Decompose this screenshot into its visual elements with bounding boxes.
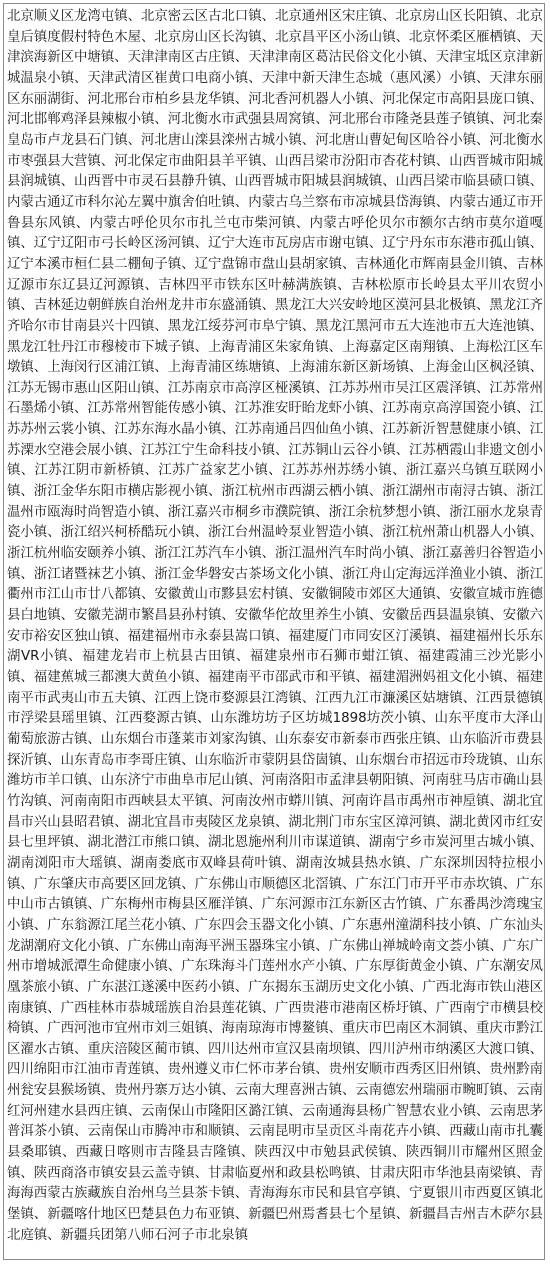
town-list-paragraph: 北京顺义区龙湾屯镇、北京密云区古北口镇、北京通州区宋庄镇、北京房山区长阳镇、北京皇后镇度假村特色木屋、北京房山区长沟镇、北京昌平区小汤山镇、北京怀柔区雁栖镇、天津滨海新区中塘镇、天津津南区古庄镇、天津津南区葛沽民俗文化小镇、天津宝坻区京津新城温泉小镇、天津武清区崔黄口电商小镇、天津中新天津生态城（惠风溪）小镇、天津东丽区东丽湖街、河北邢台市柏乡县龙华镇、河北香河机器人小镇、河北保定市高阳县庞口镇、河北邯郸鸡泽县辣椒小镇、河北衡水市武强县周窝镇、河北邢台市隆尧县莲子镇镇、河北秦皇岛市卢龙县石门镇、河北唐山滦县滦州古城小镇、河北唐山曹妃甸区哈谷小镇、河北衡水市枣强县大营镇、河北保定市曲阳县羊平镇、山西吕梁市汾阳市杏花村镇、山西晋城市阳城县润城镇、山西晋中市灵石县静升镇、山西晋城市阳城县润城镇、山西吕梁市临县碛口镇、内蒙古通辽市科尔沁左翼中旗舍伯吐镇、内蒙古乌兰察布市凉城县岱海镇、内蒙古通辽市开鲁县东风镇、内蒙古呼伦贝尔市扎兰屯市柴河镇、内蒙古呼伦贝尔市额尔古纳市莫尔道嘎镇、辽宁辽阳市弓长岭区汤河镇、辽宁大连市瓦房店市谢屯镇、辽宁丹东市东港市孤山镇、辽宁本溪市桓仁县二棚甸子镇、辽宁盘锦市盘山县胡家镇、吉林通化市辉南县金川镇、吉林辽源市东辽县辽河源镇、吉林四平市铁东区叶赫满族镇、吉林松原市长岭县太平川农贸小镇、吉林延边朝鲜族自治州龙井市东盛涌镇、黑龙江大兴安岭地区漠河县北极镇、黑龙江齐齐哈尔市甘南县兴十四镇、黑龙江绥芬河市阜宁镇、黑龙江黑河市五大连池市五大连池镇、黑龙江牡丹江市穆棱市下城子镇、上海青浦区朱家角镇、上海嘉定区南翔镇、上海松江区车墩镇、上海闵行区浦江镇、上海青浦区练塘镇、上海浦东新区新场镇、上海金山区枫泾镇、江苏无锡市惠山区阳山镇、江苏南京市高淳区桠溪镇、江苏苏州市吴江区震泽镇、江苏常州石墨烯小镇、江苏常州智能传感小镇、江苏淮安盱眙龙虾小镇、江苏南京高淳国瓷小镇、江苏苏州云裳小镇、江苏东海水晶小镇、江苏南通吕四仙鱼小镇、江苏新沂智慧健康小镇、江苏溧水空港会展小镇、江苏江宁生命科技小镇、江苏铜山云谷小镇、江苏栖霞山非遗文创小镇、江苏江阴市新桥镇、江苏广益家艺小镇、江苏苏州苏绣小镇、浙江嘉兴乌镇互联网小镇、浙江金华东阳市横店影视小镇、浙江杭州市西湖云栖小镇、浙江湖州市南浔古镇、浙江温州市瓯海时尚智造小镇、浙江嘉兴市桐乡市濮院镇、浙江余杭梦想小镇、浙江丽水龙泉青瓷小镇、浙江绍兴柯桥酷玩小镇、浙江台州温岭泵业智造小镇、浙江杭州萧山机器人小镇、浙江杭州临安颐养小镇、浙江江苏汽车小镇、浙江温州汽车时尚小镇、浙江嘉善归谷智造小镇、浙江诸暨袜艺小镇、浙江金华磐安古茶场文化小镇、浙江舟山定海远洋渔业小镇、浙江衢州市江山市廿八都镇、安徽黄山市黟县宏村镇、安徽铜陵市郊区大通镇、安徽宣城市旌德县白地镇、安徽芜湖市繁昌县孙村镇、安徽华佗故里养生小镇、安徽岳西县温泉镇、安徽六安市裕安区独山镇、福建福州市永泰县嵩口镇、福建厦门市同安区汀溪镇、福建福州长乐东湖VR小镇、福建龙岩市上杭县古田镇、福建泉州市石狮市蚶江镇、福建霞浦三沙光影小镇、福建蕉城三都澳大黄鱼小镇、福建南平市邵武市和平镇、福建湄洲妈祖文化小镇、福建南平市武夷山市五夫镇、江西上饶市婺源县江湾镇、江西九江市濂溪区姑塘镇、江西景德镇市浮梁县瑶里镇、江西婺源古镇、山东潍坊坊子区坊城1898坊茨小镇、山东平度市大泽山葡萄旅游古镇、山东烟台市蓬莱市刘家沟镇、山东泰安市新泰市西张庄镇、山东临沂市费县探沂镇、山东青岛市李哥庄镇、山东临沂市蒙阴县岱崮镇、山东烟台市招远市玲珑镇、山东潍坊市羊口镇、山东济宁市曲阜市尼山镇、河南洛阳市孟津县朝阳镇、河南驻马店市确山县竹沟镇、河南南阳市西峡县太平镇、河南汝州市蟒川镇、河南许昌市禹州市神垕镇、湖北宜昌市兴山县昭君镇、湖北宜昌市夷陵区龙泉镇、湖北荆门市东宝区漳河镇、湖北黄冈市红安县七里坪镇、湖北潜江市熊口镇、湖北恩施州利川市谋道镇、湖南宁乡市炭河里古城小镇、湖南浏阳市大瑶镇、湖南娄底市双峰县荷叶镇、湖南汝城县热水镇、广东深圳因特拉根小镇、广东肇庆市高要区回龙镇、广东佛山市顺德区北滘镇、广东江门市开平市赤坎镇、广东中山市古镇镇、广东梅州市梅县区雁洋镇、广东河源市江东新区古竹镇、广东番禺沙湾瑰宝小镇、广东翁源江尾兰花小镇、广东四会玉器文化小镇、广东惠州潼湖科技小镇、广东汕头龙湖潮府文化小镇、广东佛山南海平洲玉器珠宝小镇、广东佛山禅城岭南文荟小镇、广东广州市增城派潭生命健康小镇、广东珠海斗门莲州水产小镇、广东厚街黄金小镇、广东潮安凤凰茶旅小镇、广东湛江遂溪中医药小镇、广东揭东玉湖历史文化小镇、广西北海市铁山港区南康镇、广西桂林市恭城瑶族自治县莲花镇、广西贵港市港南区桥圩镇、广西南宁市横县校椅镇、广西河池市宜州市刘三姐镇、海南琼海市博鳌镇、重庆市巴南区木洞镇、重庆市黔江区濯水古镇、重庆涪陵区蔺市镇、四川达州市宣汉县南坝镇、四川泸州市纳溪区大渡口镇、四川绵阳市江油市青莲镇、贵州遵义市仁怀市茅台镇、贵州安顺市西秀区旧州镇、贵州黔南州瓮安县猴场镇、贵州丹寨万达小镇、云南大理喜洲古镇、云南德宏州瑞丽市畹町镇、云南红河州建水县西庄镇、云南保山市隆阳区潞江镇、云南通海县杨广智慧农业小镇、云南思茅普洱茶小镇、云南保山市腾冲市和顺镇、云南昆明市呈贡区斗南花卉小镇、西藏山南市扎囊县桑耶镇、西藏日喀则市吉隆县吉隆镇、陕西汉中市勉县武侯镇、陕西铜川市耀州区照金镇、陕西商洛市镇安县云盖寺镇、甘肃临夏州和政县松鸣镇、甘肃庆阳市华池县南梁镇、青海海西蒙古族藏族自治州乌兰县茶卡镇、青海海东市民和县官亭镇、宁夏银川市西夏区镇北堡镇、新疆喀什地区巴楚县色力布亚镇、新疆巴州焉耆县七个星镇、新疆昌吉州吉木萨尔县北庭镇、新疆兵团第八师石河子市北泉镇 <box>7 9 543 1243</box>
